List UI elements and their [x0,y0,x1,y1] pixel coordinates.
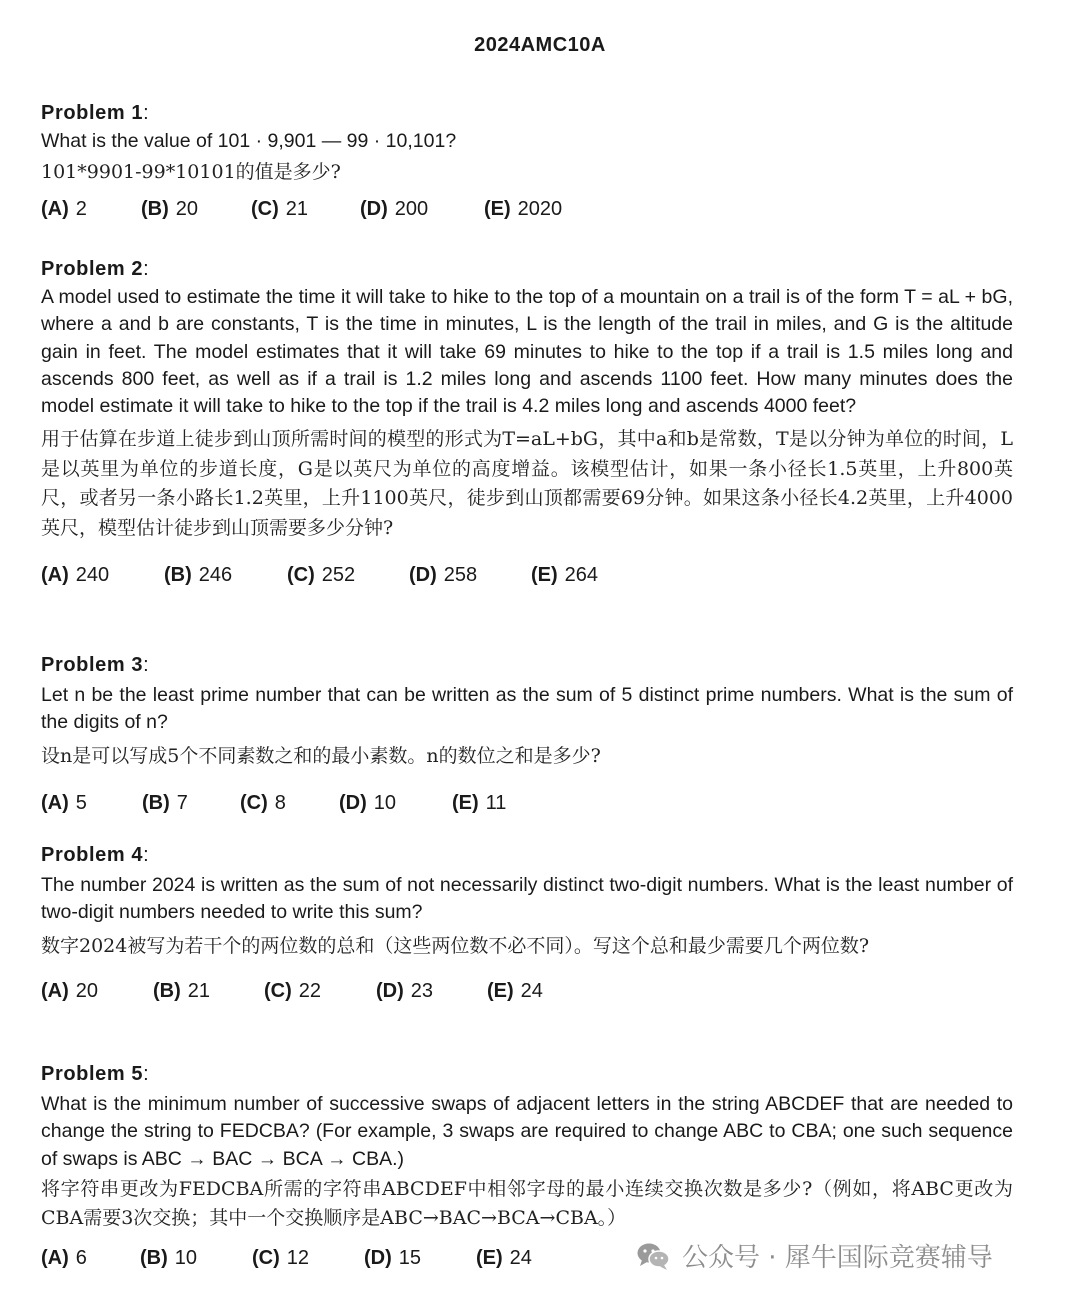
option-b: (B) 246 [164,564,233,587]
option-a: (A) 6 [41,1246,87,1269]
problem-text-en: Let n be the least prime number that can be written as the sum of 5 distinct prime numbers. What is the sum of the digits of n? [41,684,1013,734]
problem-heading: Problem 5: [41,1063,150,1085]
option-d: (D) 258 [409,564,478,587]
problem-1 [41,98,1013,224]
option-b: (B) 21 [153,980,211,1003]
answer-options [41,788,1013,818]
problem-heading: Problem 1: [41,102,150,124]
option-a: (A) 2 [41,197,87,220]
option-b: (B) 7 [142,792,188,815]
problem-text-en: The number 2024 is written as the sum of not necessarily distinct two-digit numbers. What is the least number of two-digit numbers needed to write this sum? [41,874,1013,924]
answer-options [41,976,1013,1006]
option-c: (C) 21 [251,197,309,220]
option-d: (D) 10 [339,792,397,815]
option-a: (A) 5 [41,792,87,815]
option-e: (E) 2020 [484,197,563,220]
option-c: (C) 252 [287,564,356,587]
option-a: (A) 20 [41,980,99,1003]
option-a: (A) 240 [41,564,110,587]
option-d: (D) 23 [376,980,434,1003]
answer-options [41,194,1013,224]
problem-text-cn: 用于估算在步道上徒步到山顶所需时间的模型的形式为T=aL+bG，其中a和b是常数，T是以分钟为单位的时间，L是以英里为单位的步道长度，G是以英尺为单位的高度增益。该模型估计，如果一条小径长1.5英里，上升800英尺，或者另一条小路长1.2英里，上升1100英尺，徒步到山顶都需要69分钟。如果这条小径长4.2英里，上升4000英尺，模型估计徒步到山顶需要多少分钟? [41,428,1013,539]
option-b: (B) 10 [140,1246,198,1269]
problem-heading: Problem 3: [41,654,150,676]
option-e: (E) 24 [487,980,543,1003]
problem-text-cn: 101*9901-99*10101的值是多少? [41,161,341,184]
problem-text-en: What is the value of 101 · 9,901 — 99 · 10,101? [41,130,457,152]
problem-text-cn: 将字符串更改为FEDCBA所需的字符串ABCDEF中相邻字母的最小连续交换次数是多少?（例如，将ABC更改为CBA需要3次交换；其中一个交换顺序是ABC→BAC→BCA→CBA。） [41,1177,1013,1230]
option-e: (E) 24 [476,1246,532,1269]
option-d: (D) 15 [364,1246,422,1269]
watermark-text: 公众号 · 犀牛国际竞赛辅导 [682,1243,993,1273]
problem-heading: Problem 4: [41,844,150,866]
problem-4 [41,840,1013,1006]
problem-text-cn: 数字2024被写为若干个的两位数的总和（这些两位数不必不同）。写这个总和最少需要几个两位数? [41,934,870,957]
page-title: 2024AMC10A [474,34,606,56]
problem-text-en: A model used to estimate the time it will take to hike to the top of a mountain on a trail is of the form T = aL + bG, where a and b are constants, T is the time in minutes, L is the length of the trail in miles, and G is the altitude gain in feet. The model estimates that it will take 69 minutes to hike to the top if a trail is 1.5 miles long and ascends 800 feet, as well as if a trail is 1.2 miles long and ascends 1100 feet. How many minutes does the model estimate it will take to hike to the top if the trail is 4.2 miles long and ascends 4000 feet? [41,286,1013,418]
wechat-icon [636,1241,672,1271]
option-c: (C) 8 [240,792,286,815]
option-b: (B) 20 [141,197,199,220]
option-c: (C) 22 [264,980,322,1003]
option-d: (D) 200 [360,197,429,220]
option-e: (E) 264 [531,564,599,587]
problem-3 [41,650,1013,818]
watermark [636,1237,993,1274]
problem-2 [41,254,1013,590]
problem-text-en: What is the minimum number of successive swaps of adjacent letters in the string ABCDEF that are needed to change the string to FEDCBA? (For example, 3 swaps are required to change ABC to CBA; one such sequence of swaps is ABC → BAC → BCA → CBA.) [41,1093,1013,1170]
problem-text-cn: 设n是可以写成5个不同素数之和的最小素数。n的数位之和是多少? [41,744,601,767]
answer-options [41,560,1013,590]
option-e: (E) 11 [452,792,507,815]
problem-heading: Problem 2: [41,258,150,280]
option-c: (C) 12 [252,1246,310,1269]
